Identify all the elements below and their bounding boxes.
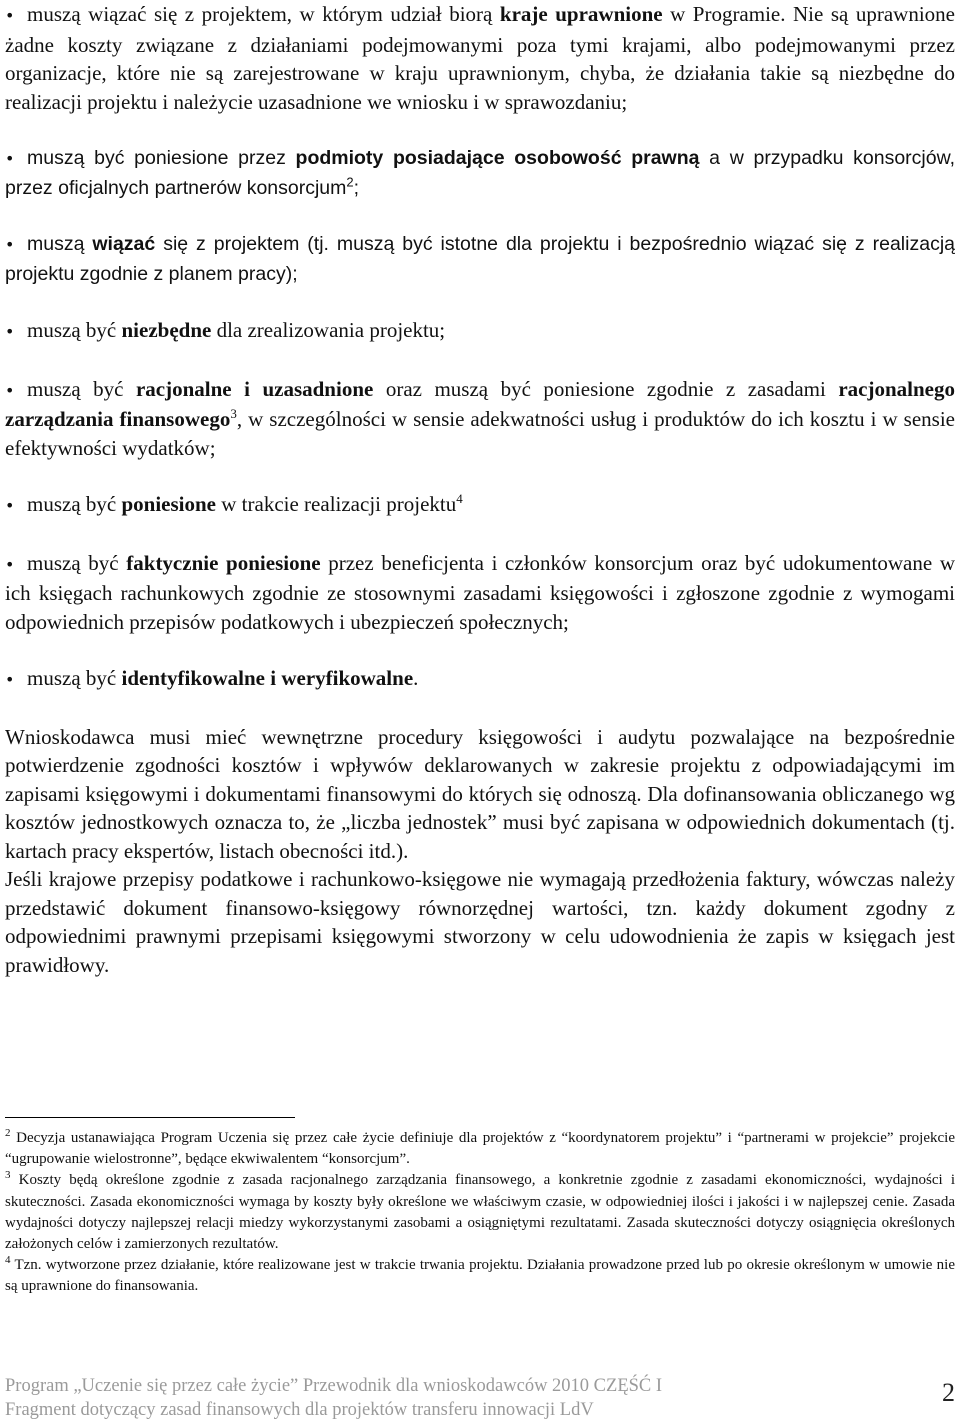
footnote-number: 4 [5, 1254, 11, 1267]
page-number: 2 [942, 1378, 955, 1407]
text: w trakcie realizacji projektu [216, 492, 457, 516]
text: muszą być [27, 492, 122, 516]
list-item [5, 230, 955, 288]
list-item [5, 664, 955, 695]
text: a w przypadku konsorcjów, przez oficjalnych partnerów konsorcjum [5, 147, 956, 199]
footnote-text: Tzn. wytworzone przez działanie, które realizowane jest w trakcie trwania projektu. Działania prowadzone przed lub po okresie określonym w umowie nie są uprawnione do finansowania. [5, 1257, 955, 1295]
text: muszą być [27, 318, 122, 342]
footnote [5, 1255, 955, 1297]
list-item [5, 549, 955, 637]
footnote-divider [5, 1117, 295, 1118]
text: , w szczególności w sensie adekwatności usług i produktów do ich kosztu i w sensie efektywności wydatków; [5, 407, 955, 460]
bold-text: racjonalnego zarządzania finansowego [5, 376, 955, 431]
list-item [5, 316, 955, 347]
bullet-icon: • [5, 496, 15, 515]
page-footer [5, 1374, 955, 1422]
bullet-icon: • [5, 235, 15, 254]
bold-text: faktycznie poniesione [126, 550, 321, 575]
text: się z projektem (tj. muszą być istotne dla projektu i bezpośrednio wiązać się z realizacją projektu zgodnie z planem pracy); [5, 233, 955, 285]
paragraph: Jeśli krajowe przepisy podatkowe i rachunkowo-księgowe nie wymagają przedłożenia faktury, wówczas należy przedstawić dokument finansowo-księgowy równorzędnej wartości, tzn. każdy dokument zgodny z odpowiednimi prawnymi przepisami księgowymi stworzony w celu udowodnienia że zapis w księgach jest prawidłowy. [5, 867, 955, 977]
footnote-ref: 4 [456, 491, 463, 506]
text: muszą wiązać się z projektem, w którym udział biorą [27, 2, 500, 26]
paragraph: Wnioskodawca musi mieć wewnętrzne procedury księgowości i audytu pozwalające na bezpośrednie potwierdzenie zgodności kosztów i wpływów deklarowanych w zakresie projektu z odpowiadającymi im zapisami księgowymi i dokumentami finansowymi do których się odnoszą. Dla dofinansowania obliczanego wg kosztów jednostkowych oznacza to, że „liczba jednostek” musi być zapisana w odpowiednich dokumentach (tj. kartach pracy ekspertów, listach obecności itd.). [5, 724, 955, 863]
footnote-text: Decyzja ustanawiająca Program Uczenia się przez całe życie definiuje dla projektów z “koordynatorem projektu” i “partnerami w projekcie” projekcie “ugrupowanie wielostronne”, będące ekwiwalentem “konsorcjum”. [5, 1130, 955, 1168]
footnote-text: Koszty będą określone zgodnie z zasada racjonalnego zarządzania finansowego, a konkretnie zgodnie z zasadami ekonomiczności, wydajności i skuteczności. Zasada ekonomiczności wymaga by koszty były określone we właściwym czasie, w odpowiedniej ilości i jakości i w najlepszej cenie. Zasada wydajności dotyczy najlepszej relacji miedzy wykorzystanymi zasobami a osiągniętymi rezultatami. Zasada skuteczności dotyczy osiągnięcia określonych założonych celów i zamierzonych rezultatów. [5, 1172, 955, 1253]
text: muszą być [27, 376, 136, 401]
bold-text: identyfikowalne i weryfikowalne [121, 666, 414, 690]
text: w Programie. Nie są uprawnione żadne koszty związane z działaniami podejmowanymi poza tymi krajami, albo podejmowanymi przez organizacje, które nie są zarejestrowane w kraju uprawnionym, chyba, że działania takie są niezbędne do realizacji projektu i należycie uzasadnione we wniosku i w sprawozdaniu; [5, 2, 955, 114]
footnote-ref: 2 [346, 174, 354, 189]
bullet-icon: • [5, 380, 15, 400]
footnote [5, 1170, 955, 1255]
text: muszą być [27, 666, 122, 690]
list-item [5, 0, 955, 116]
list-item [5, 490, 955, 521]
bold-text: racjonalne i uzasadnione [135, 376, 374, 401]
bold-text: poniesione [121, 492, 217, 516]
footer-line: Program „Uczenie się przez całe życie” Przewodnik dla wnioskodawców 2010 CZĘŚĆ I [5, 1376, 663, 1396]
text: oraz muszą być poniesione zgodnie z zasadami [373, 376, 839, 401]
text: ; [353, 176, 360, 199]
bold-text: kraje uprawnione [499, 2, 663, 26]
text: . [413, 666, 419, 690]
document-body [5, 0, 955, 979]
footnote-number: 2 [5, 1127, 11, 1139]
bullet-icon: • [5, 6, 15, 25]
text: dla zrealizowania projektu; [211, 318, 446, 342]
bold-text: podmioty posiadające osobowość prawną [295, 147, 700, 169]
list-item [5, 375, 955, 463]
bullet-icon: • [5, 554, 15, 574]
text: muszą być [27, 550, 127, 575]
bold-text: wiązać [92, 233, 156, 255]
footer-line: Fragment dotyczący zasad finansowych dla projektów transferu innowacji LdV [5, 1400, 594, 1420]
footnotes [5, 1128, 955, 1298]
bullet-icon: • [5, 322, 15, 341]
list-item [5, 144, 955, 202]
footnote-number: 3 [5, 1169, 11, 1182]
footnote-ref: 3 [230, 406, 237, 421]
text: przez beneficjenta i członków konsorcjum oraz być udokumentowane w ich księgach rachunkowych zgodnie ze stosownymi zasadami księgowości i zgłoszone zgodnie z wymogami odpowiednich przepisów podatkowych i ubezpieczeń społecznych; [5, 550, 955, 634]
footnote [5, 1128, 955, 1170]
text: muszą być poniesione przez [27, 147, 296, 169]
bullet-icon: • [5, 670, 15, 689]
bullet-icon: • [5, 149, 15, 168]
bold-text: niezbędne [121, 318, 212, 342]
text: muszą [27, 233, 93, 255]
